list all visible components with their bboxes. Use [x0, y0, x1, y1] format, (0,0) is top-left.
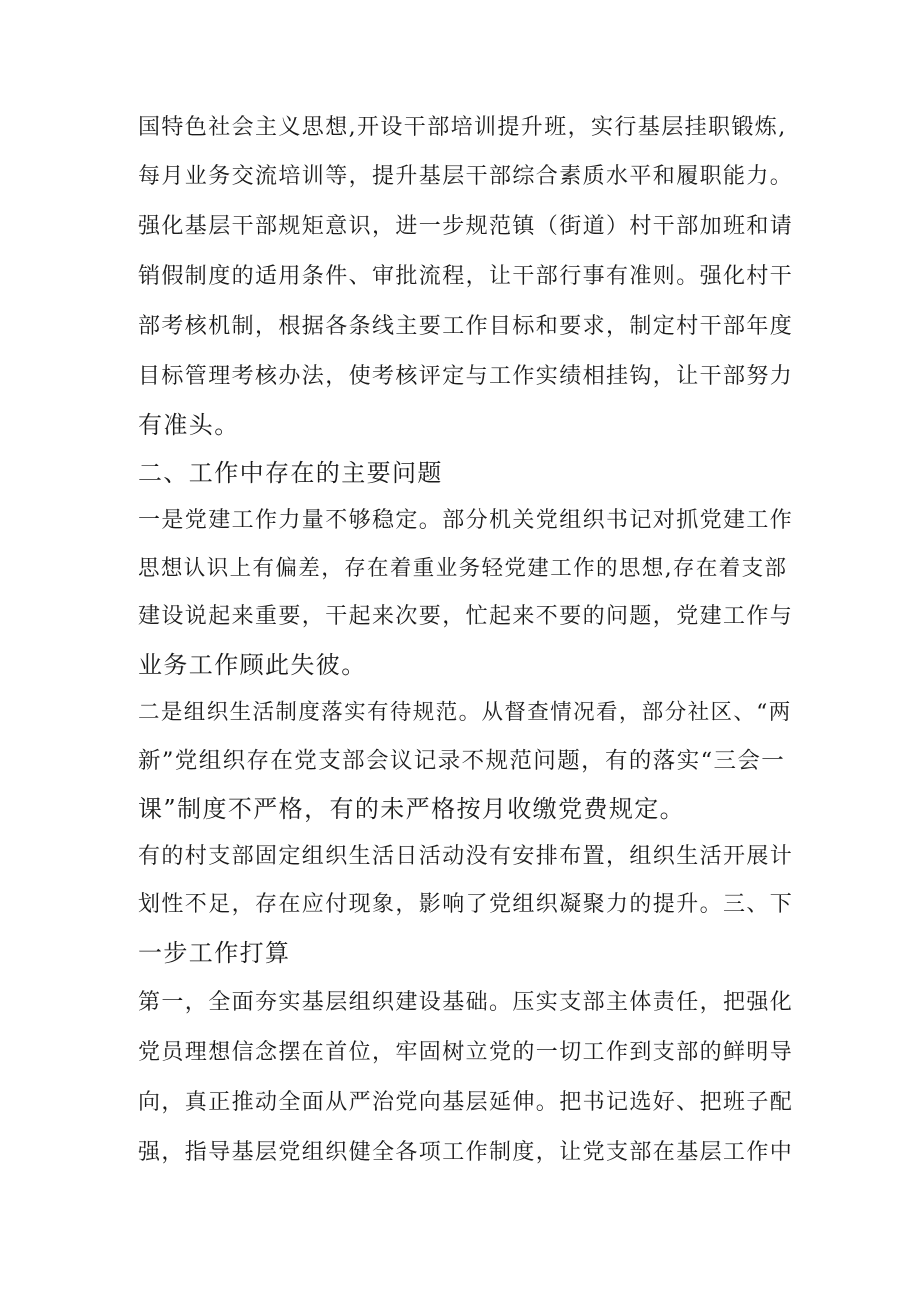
- body-text-line: 党员理想信念摆在首位，牢固树立党的一切工作到支部的鲜明导: [138, 1040, 794, 1065]
- body-text-line: 第一，全面夯实基层组织建设基础。压实支部主体责任，把强化: [138, 990, 794, 1015]
- body-text-line: 强，指导基层党组织健全各项工作制度，让党支部在基层工作中: [138, 1140, 794, 1165]
- body-text-line: 划性不足，存在应付现象，影响了党组织凝聚力的提升。三、下: [138, 892, 794, 917]
- body-text-line: 强化基层干部规矩意识，进一步规范镇（街道）村干部加班和请: [138, 214, 794, 239]
- body-text-line: 一是党建工作力量不够稳定。部分机关党组织书记对抓党建工作: [138, 508, 794, 533]
- section-heading: 二、工作中存在的主要问题: [138, 459, 443, 487]
- body-text-line: 建设说起来重要，干起来次要，忙起来不要的问题，党建工作与: [138, 604, 794, 629]
- body-text-line: 课”制度不严格，有的未严格按月收缴党费规定。: [138, 795, 686, 823]
- body-text-line: 有准头。: [138, 411, 240, 439]
- body-text-line: 向，真正推动全面从严治党向基层延伸。把书记选好、把班子配: [138, 1090, 794, 1115]
- body-text-line: 业务工作顾此失彼。: [138, 651, 367, 679]
- body-text-line: 部考核机制，根据各条线主要工作目标和要求，制定村干部年度: [138, 314, 794, 339]
- body-text-line: 二是组织生活制度落实有待规范。从督查情况看，部分社区、“两: [138, 700, 792, 725]
- body-text-line: 思想认识上有偏差，存在着重业务轻党建工作的思想,存在着支部: [138, 556, 788, 581]
- body-text-line: 有的村支部固定组织生活日活动没有安排布置，组织生活开展计: [138, 844, 794, 869]
- body-text-line: 每月业务交流培训等，提升基层干部综合素质水平和履职能力。: [138, 164, 794, 189]
- body-text-line: 目标管理考核办法，使考核评定与工作实绩相挂钩，让干部努力: [138, 364, 794, 389]
- body-text-line: 销假制度的适用条件、审批流程，让干部行事有准则。强化村干: [138, 264, 794, 289]
- body-text-line: 国特色社会主义思想,开设干部培训提升班，实行基层挂职锻炼,: [138, 115, 787, 140]
- body-text-line: 一步工作打算: [138, 939, 291, 967]
- body-text-line: 新”党组织存在党支部会议记录不规范问题，有的落实“三会一: [138, 748, 786, 774]
